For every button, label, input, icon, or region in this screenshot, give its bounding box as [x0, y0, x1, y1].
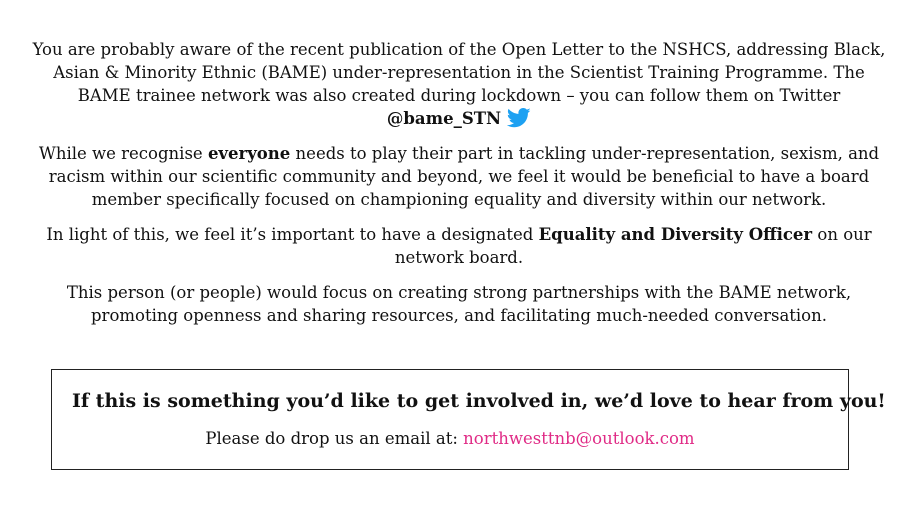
call-to-action-box [51, 369, 886, 470]
cta-heading: If this is something you’d like to get involved in, we’d love to hear from you! [72, 390, 886, 412]
recognise-paragraph [30, 142, 888, 211]
intro-text: You are probably aware of the recent publication of the Open Letter to the NSHCS, addressing Black, Asian & Minority Ethnic (BAME) under-representation in the Scientist Training Programme. The BAME trainee network was also created during lockdown – you can follow them on Twitter [32, 40, 886, 105]
cta-prompt: Please do drop us an email at: [205, 429, 464, 448]
focus-paragraph: This person (or people) would focus on creating strong partnerships with the BAME network, promoting openness and sharing resources, and facilitating much-needed conversation. [66, 283, 852, 325]
twitter-icon [507, 108, 531, 128]
email-link[interactable]: northwesttnb@outlook.com [463, 429, 695, 448]
recognise-after: needs to play their part in tackling under-representation, sexism, and racism within our scientific community and beyond, we feel it would be beneficial to have a board member specifically focused on championing equality and diversity within our network. [48, 144, 880, 209]
twitter-handle[interactable]: @bame_STN [386, 109, 502, 128]
officer-before: In light of this, we feel it’s important to have a designated [46, 225, 539, 244]
recognise-emphasis: everyone [207, 144, 291, 163]
letter-body [30, 38, 888, 339]
officer-after: on our network board. [394, 225, 872, 267]
officer-role: Equality and Diversity Officer [538, 225, 813, 244]
intro-paragraph [30, 38, 888, 130]
officer-paragraph [30, 223, 888, 269]
recognise-before: While we recognise [38, 144, 208, 163]
cta-email-line [52, 428, 848, 450]
